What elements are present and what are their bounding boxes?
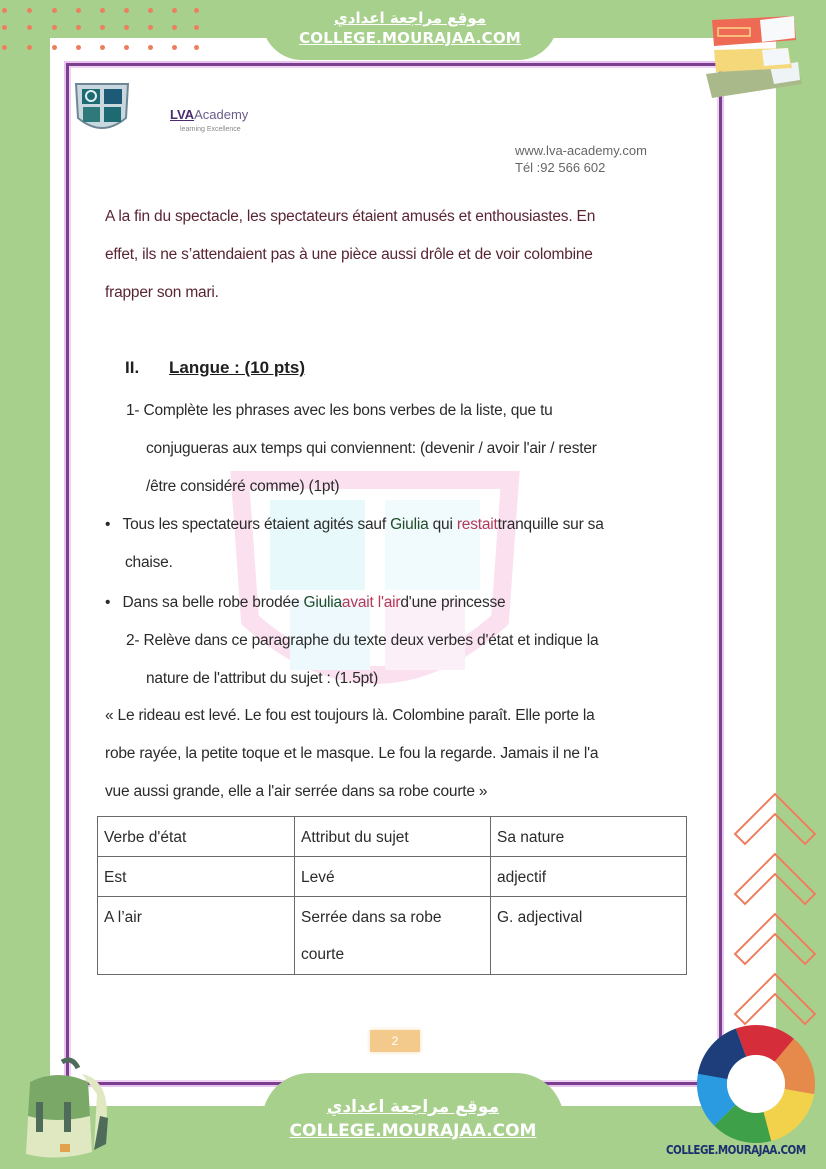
table-header: Verbe d'état — [98, 817, 295, 857]
footer-brand-link[interactable]: COLLEGE.MOURAJAA.COM — [666, 1143, 806, 1157]
backpack-icon — [12, 1054, 112, 1164]
bullet-text: Tous les spectateurs étaient agités sauf — [122, 516, 391, 533]
lva-website-link[interactable]: www.lva-academy.com — [515, 143, 647, 158]
answer-table — [97, 816, 687, 975]
table-cell: Serrée dans sa robe courte — [295, 897, 491, 975]
section-title: Langue : (10 pts) — [169, 358, 306, 377]
footer-arabic-title[interactable]: موقع مراجعة اعدادي — [326, 1097, 500, 1117]
name-giulia: Giulia — [303, 594, 342, 611]
question-1-line: /être considéré comme) (1pt) — [146, 478, 340, 495]
bullet-text: tranquille sur sa — [497, 516, 604, 533]
footer-url-link[interactable]: COLLEGE.MOURAJAA.COM — [289, 1121, 537, 1141]
lva-tagline: learning Excellence — [180, 126, 241, 133]
lva-brand-rest: Academy — [194, 107, 249, 122]
quote-line: vue aussi grande, elle a l'air serrée dans sa robe courte » — [105, 783, 488, 800]
table-row — [98, 897, 687, 975]
bullet-icon: • — [105, 594, 123, 611]
question-2-line: nature de l'attribut du sujet : (1.5pt) — [146, 670, 379, 687]
intro-line: effet, ils ne s’attendaient pas à une pièce aussi drôle et de voir colombine — [105, 246, 593, 263]
bullet-text: qui — [428, 516, 457, 533]
books-stack-icon — [700, 12, 806, 98]
intro-paragraph — [105, 198, 595, 312]
subjects-wheel-logo-icon — [696, 1024, 816, 1144]
bullet-text: Dans sa belle robe brodée — [122, 594, 304, 611]
lva-contact — [515, 142, 647, 176]
bullet-text: d'une princesse — [400, 594, 506, 611]
question-2 — [126, 622, 598, 698]
table-header-row — [98, 817, 687, 857]
bullet-item-2 — [105, 584, 505, 622]
table-cell: A l’air — [98, 897, 295, 975]
table-cell: G. adjectival — [491, 897, 687, 975]
table-cell: adjectif — [491, 857, 687, 897]
question-1-line: 1- Complète les phrases avec les bons verbes de la liste, que tu — [126, 402, 553, 419]
name-giulia: Giulia — [390, 516, 429, 533]
question-1-line: conjugueras aux temps qui conviennent: (devenir / avoir l'air / rester — [146, 440, 597, 457]
bullet-item-1 — [105, 506, 604, 582]
bullet-text: chaise. — [125, 554, 173, 571]
lva-phone: Tél :92 566 602 — [515, 160, 606, 175]
lva-academy-logo-icon — [74, 80, 130, 138]
answer-verb: restait — [456, 516, 498, 533]
intro-line: frapper son mari. — [105, 284, 219, 301]
lva-brand-bold: LVA — [170, 107, 195, 122]
question-1 — [126, 392, 597, 506]
chevron-up-icon — [730, 790, 820, 1040]
table-cell: Levé — [295, 857, 491, 897]
question-2-line: 2- Relève dans ce paragraphe du texte deux verbes d'état et indique la — [126, 632, 599, 649]
decorative-dots — [0, 0, 200, 56]
quote-paragraph — [105, 697, 598, 811]
table-header: Attribut du sujet — [295, 817, 491, 857]
section-heading — [125, 358, 305, 378]
lva-brand-name — [170, 107, 248, 122]
bullet-icon: • — [105, 516, 123, 533]
quote-line: robe rayée, la petite toque et le masque. Le fou la regarde. Jamais il ne l'a — [105, 745, 599, 762]
site-url-link[interactable]: COLLEGE.MOURAJAA.COM — [299, 29, 521, 47]
table-row — [98, 857, 687, 897]
header-site-banner — [262, 0, 558, 60]
answer-verb: avait l'air — [341, 594, 401, 611]
quote-line: « Le rideau est levé. Le fou est toujours là. Colombine paraît. Elle porte la — [105, 707, 595, 724]
footer-site-banner — [262, 1073, 564, 1169]
table-cell: Est — [98, 857, 295, 897]
site-arabic-title[interactable]: موقع مراجعة اعدادي — [334, 9, 486, 27]
table-header: Sa nature — [491, 817, 687, 857]
page-number: 2 — [370, 1030, 420, 1052]
section-number: II. — [125, 358, 140, 377]
intro-line: A la fin du spectacle, les spectateurs étaient amusés et enthousiastes. En — [105, 208, 596, 225]
